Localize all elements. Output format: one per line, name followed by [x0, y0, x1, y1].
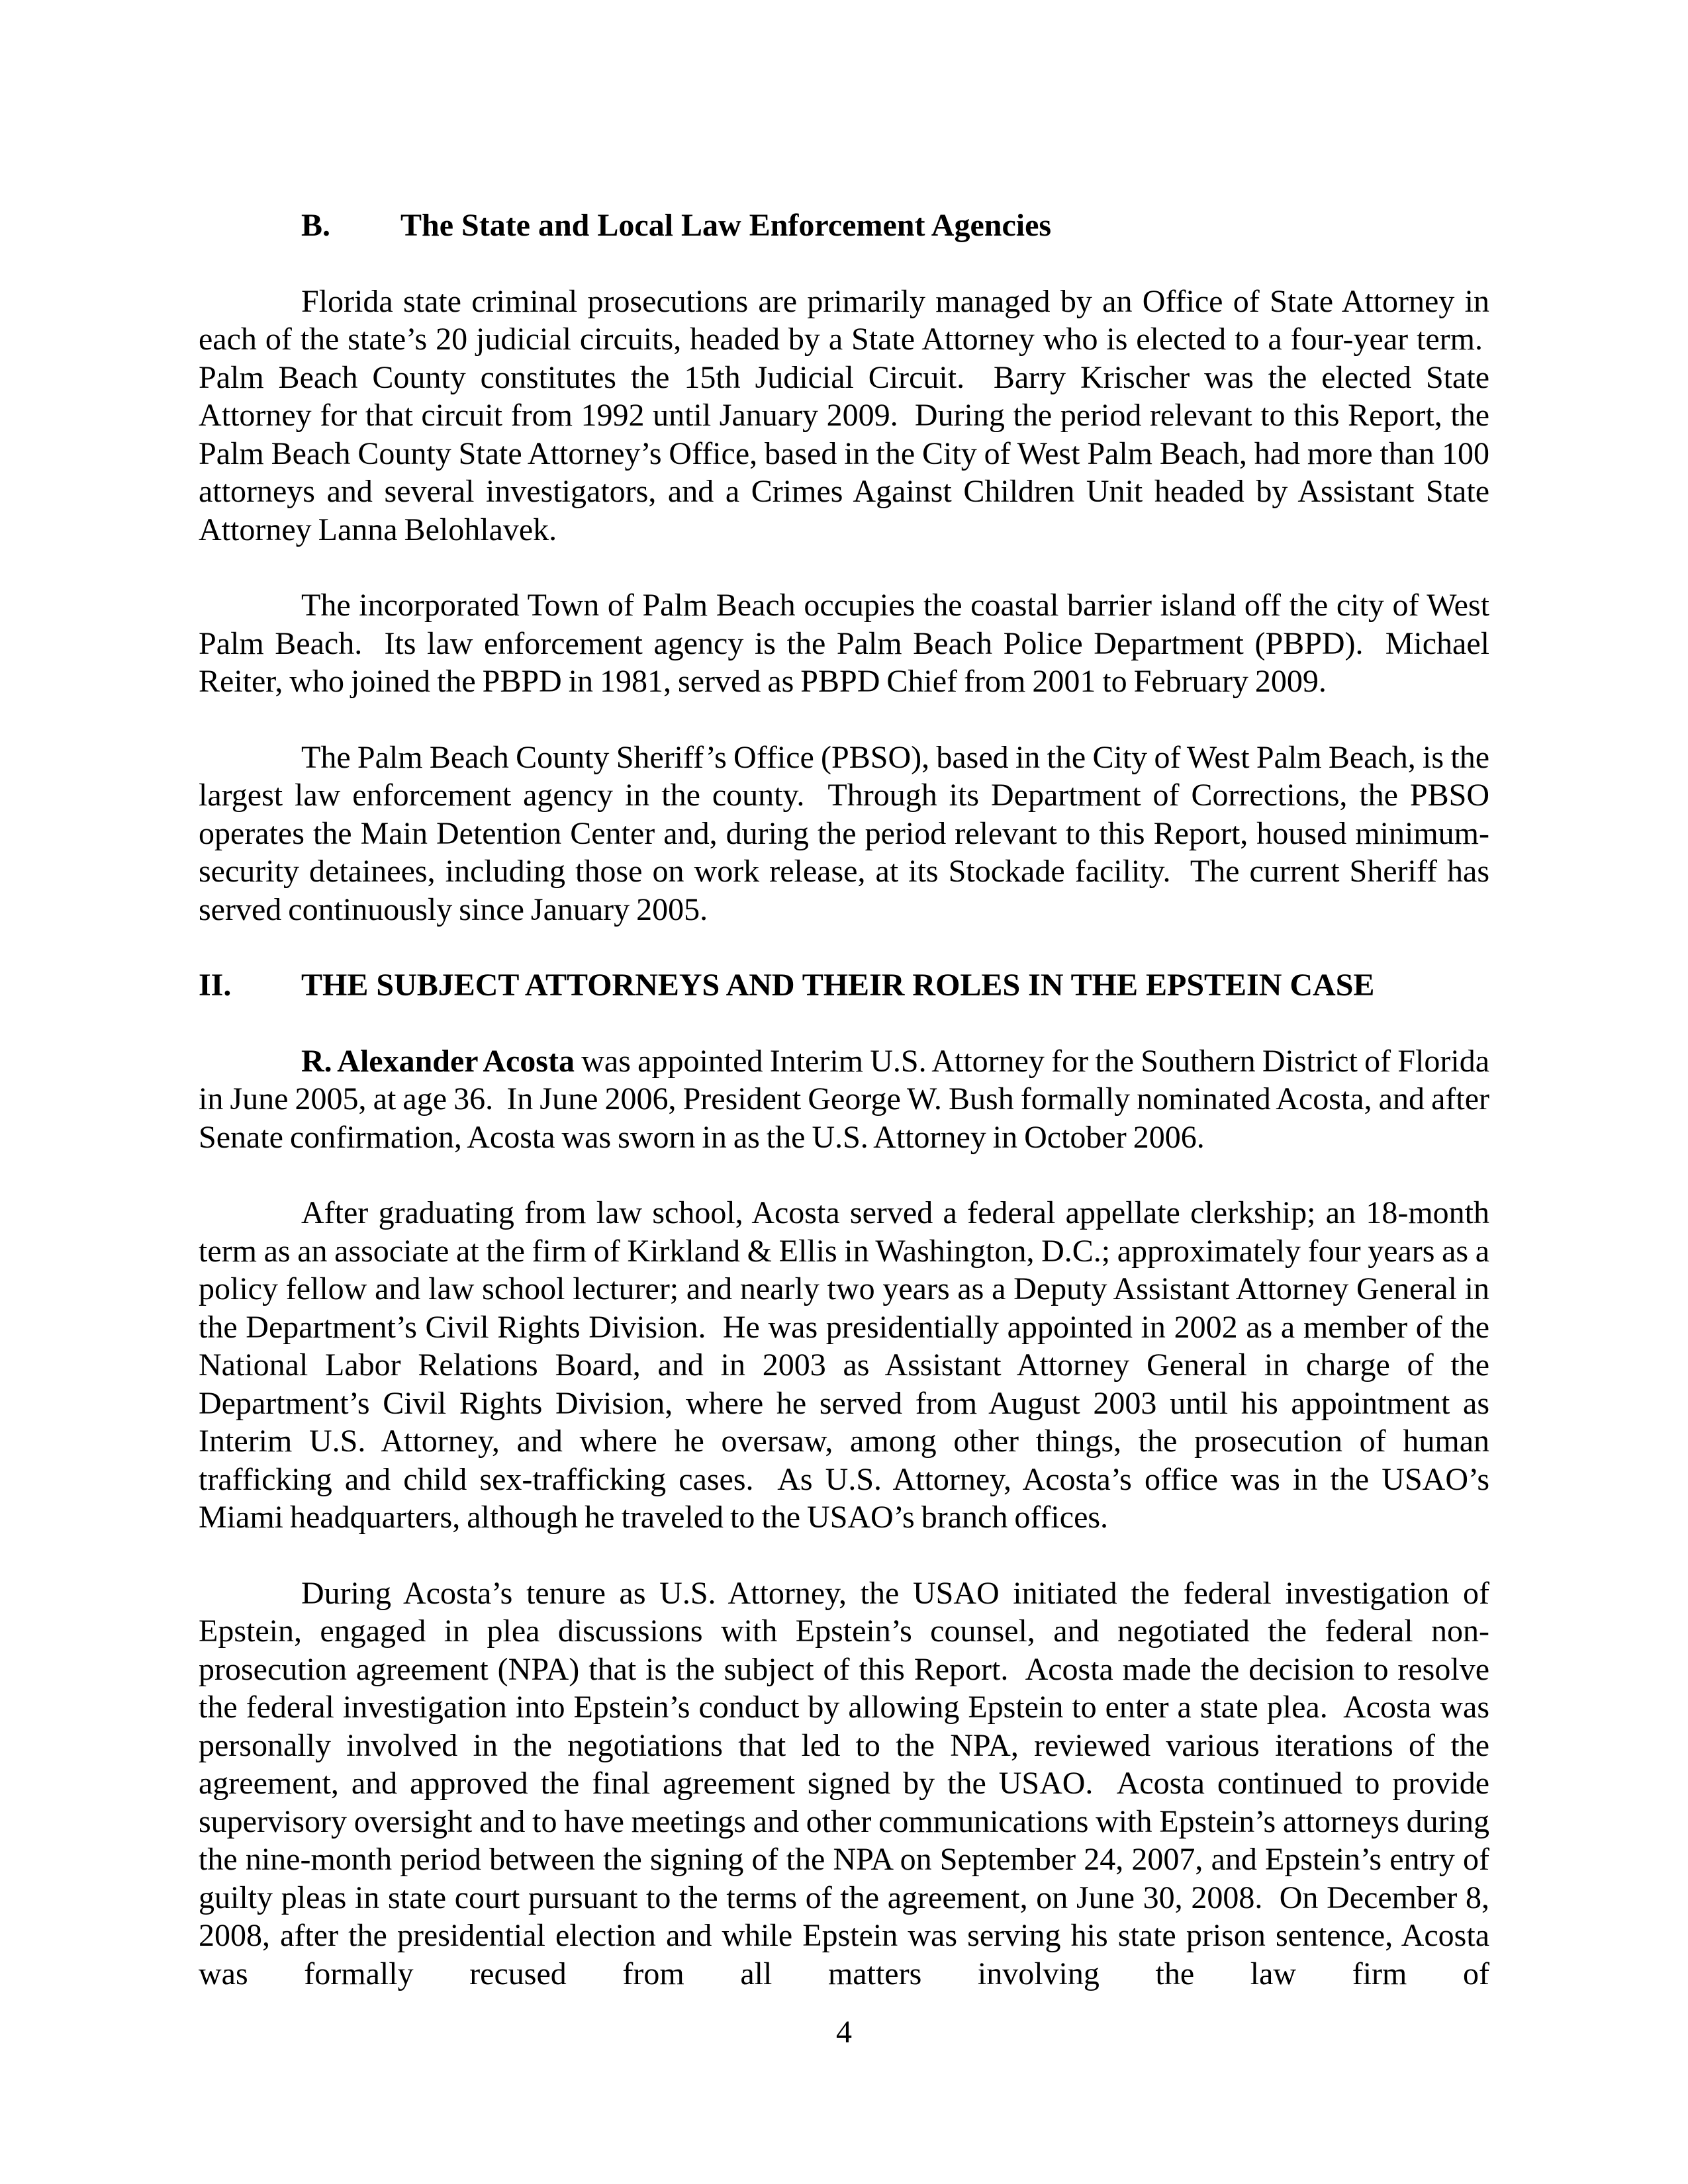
page-number: 4 — [836, 2015, 852, 2050]
section-ii-number: II. — [199, 968, 232, 1003]
paragraph-acosta-career: After graduating from law school, Acosta served a federal appellate clerkship; an 18-month term as an associate at the firm of Kirkland & Ellis in Washington, D.C.; approximately four years as a policy fellow and law school lecturer; and nearly two years as a Deputy Assistant Attorney General in the Department’s Civil Rights Division. He was presidentially appointed in 2002 as a member of the National Labor Relations Board, and in 2003 as Assistant Attorney General in charge of the Department’s Civil Rights Division, where he served from August 2003 until his appointment as Interim U.S. Attorney, and where he oversaw, among other things, the prosecution of human trafficking and child sex-trafficking cases. As U.S. Attorney, Acosta’s office was in the USAO’s Miami headquarters, although he traveled to the USAO’s branch offices. — [199, 1195, 1489, 1535]
paragraph-pbso: The Palm Beach County Sheriff’s Office (PBSO), based in the City of West Palm Beach, is the largest law enforcement agency in the county. Through its Department of Corrections, the PBSO operates the Main Detention Center and, during the period relevant to this Report, housed minimum-security detainees, including those on work release, at its Stockade facility. The current Sheriff has served continuously since January 2005. — [199, 739, 1489, 927]
acosta-appointment-text: was appointed Interim U.S. Attorney for the Southern District of Florida in June 2005, at age 36. In June 2006, President George W. Bush formally nominated Acosta, and after Senate confirmation, Acosta was sworn in as the U.S. Attorney in October 2006. — [199, 1043, 1490, 1155]
paragraph-acosta-tenure: During Acosta’s tenure as U.S. Attorney, the USAO initiated the federal investigation of Epstein, engaged in plea discussions with Epstein’s counsel, and negotiated the federal non-prosecution agreement (NPA) that is the subject of this Report. Acosta made the decision to resolve the federal investigation into Epstein’s conduct by allowing Epstein to enter a state plea. Acosta was personally involved in the negotiations that led to the NPA, reviewed various iterations of the agreement, and approved the final agreement signed by the USAO. Acosta continued to provide supervisory oversight and to have meetings and other communications with Epstein’s attorneys during the nine-month period between the signing of the NPA on September 24, 2007, and Epstein’s entry of guilty pleas in state court pursuant to the terms of the agreement, on June 30, 2008. On December 8, 2008, after the presidential election and while Epstein was serving his state prison sentence, Acosta was formally recused from all matters involving the law firm of — [199, 1575, 1489, 1991]
section-b-number: B. — [301, 208, 331, 243]
section-b-title: The State and Local Law Enforcement Agencies — [400, 208, 1052, 243]
section-heading-ii — [199, 966, 1489, 1005]
paragraph-florida-prosecutions: Florida state criminal prosecutions are primarily managed by an Office of State Attorney in each of the state’s 20 judicial circuits, headed by a State Attorney who is elected to a four-year term. Palm Beach County constitutes the 15th Judicial Circuit. Barry Krischer was the elected State Attorney for that circuit from 1992 until January 2009. During the period relevant to this Report, the Palm Beach County State Attorney’s Office, based in the City of West Palm Beach, had more than 100 attorneys and several investigators, and a Crimes Against Children Unit headed by Assistant State Attorney Lanna Belohlavek. — [199, 283, 1489, 547]
paragraph-acosta-appointment — [199, 1042, 1489, 1157]
section-heading-b — [199, 206, 1489, 245]
section-ii-title: THE SUBJECT ATTORNEYS AND THEIR ROLES IN THE EPSTEIN CASE — [301, 968, 1375, 1003]
paragraph-town-of-palm-beach: The incorporated Town of Palm Beach occupies the coastal barrier island off the city of West Palm Beach. Its law enforcement agency is the Palm Beach Police Department (PBPD). Michael Reiter, who joined the PBPD in 1981, served as PBPD Chief from 2001 to February 2009. — [199, 588, 1489, 699]
acosta-name-bold: R. Alexander Acosta — [301, 1043, 575, 1079]
